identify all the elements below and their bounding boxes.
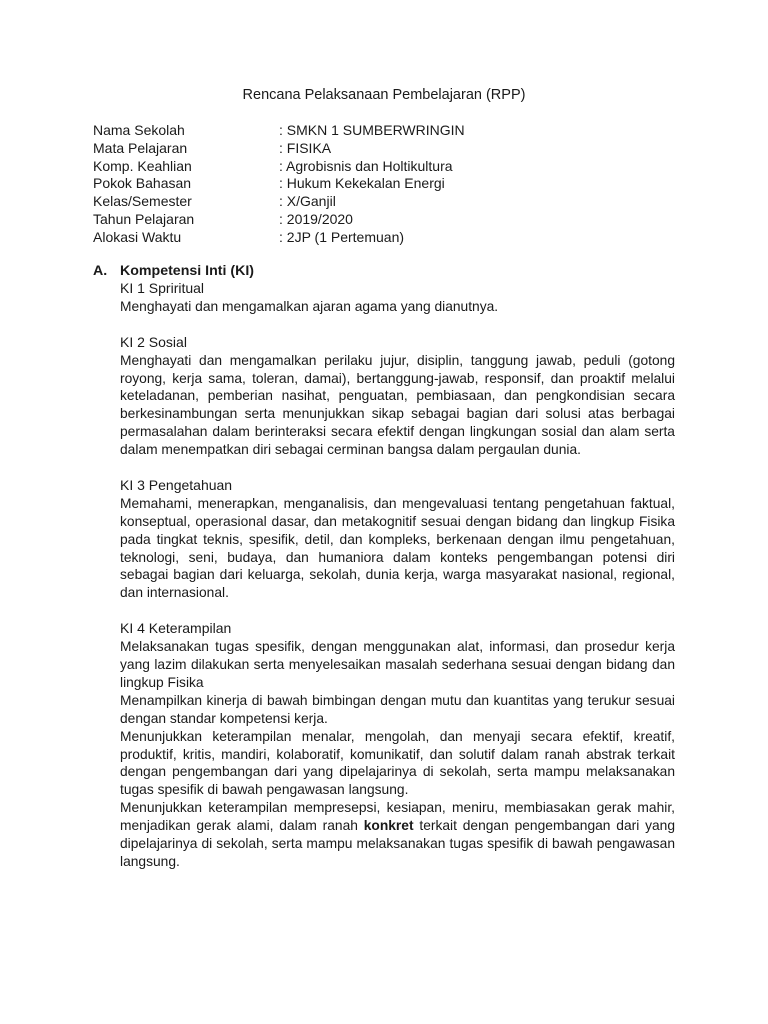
- identity-value: : Hukum Kekekalan Energi: [279, 175, 445, 192]
- spacer: [120, 459, 675, 477]
- spacer: [120, 316, 675, 334]
- section-core-competence: [93, 262, 675, 871]
- section-body: [120, 280, 675, 871]
- section-heading: [93, 262, 675, 280]
- identity-value: : 2019/2020: [279, 210, 353, 227]
- ki4-bold-word: konkret: [363, 818, 414, 834]
- identity-row-expertise: [93, 158, 693, 176]
- identity-value: : SMKN 1 SUMBERWRINGIN: [279, 122, 465, 138]
- section-title: Kompetensi Inti (KI): [120, 263, 254, 279]
- identity-row-subject: [93, 140, 693, 158]
- ki2-text: Menghayati dan mengamalkan perilaku jujur, disiplin, tanggung jawab, peduli (gotong royong, kerja sama, toleran, damai), bertanggung-jawab, responsif, dan proaktif melalui keteladanan, pemberian nasihat, penguatan, pembiasaan, dan pengkondisian secara berkesinambungan serta menunjukkan sikap sebagai bagian dari solusi atas berbagai permasalahan dalam berinteraksi secara efektif dengan lingkungan sosial dan alam serta dalam menempatkan diri sebagai cerminan bangsa dalam pergaulan dunia.: [120, 352, 675, 458]
- ki1-text: Menghayati dan mengamalkan ajaran agama yang dianutnya.: [120, 298, 499, 314]
- identity-value: : Agrobisnis dan Holtikultura: [279, 157, 453, 174]
- ki4-paragraph-3: Menunjukkan keterampilan menalar, mengolah, dan menyaji secara efektif, kreatif, produktif, kritis, mandiri, kolaboratif, komunikatif, dan solutif dalam ranah abstrak terkait dengan pengembangan dari yang dipelajarinya di sekolah, serta mampu melaksanakan tugas spesifik di bawah pengawasan langsung.: [120, 728, 675, 798]
- identity-row-class: [93, 193, 693, 211]
- document-title: Rencana Pelaksanaan Pembelajaran (RPP): [242, 87, 526, 103]
- ki4-paragraph-4-end: terkait dengan pengembangan dari yang dipelajarinya di sekolah, serta mampu melaksanakan tugas spesifik di bawah pengawasan langsung.: [120, 818, 675, 869]
- identity-label: Mata Pelajaran: [93, 139, 188, 156]
- identity-row-topic: [93, 175, 693, 193]
- ki1-title: KI 1 Spriritual: [120, 280, 205, 296]
- section-letter: A.: [93, 263, 108, 279]
- identity-label: Kelas/Semester: [93, 193, 192, 210]
- identity-label: Tahun Pelajaran: [93, 210, 195, 227]
- identity-table: [93, 122, 693, 247]
- identity-label: Alokasi Waktu: [93, 228, 182, 245]
- identity-value: : 2JP (1 Pertemuan): [279, 228, 405, 245]
- ki4-paragraph-4: [120, 799, 675, 871]
- identity-row-school: [93, 122, 693, 140]
- ki4-paragraph-1: Melaksanakan tugas spesifik, dengan menggunakan alat, informasi, dan prosedur kerja yang lazim dilakukan serta menyelesaikan masalah sederhana sesuai dengan bidang dan lingkup Fisika: [120, 639, 675, 690]
- identity-value: : FISIKA: [279, 139, 332, 156]
- ki4-paragraph-4-start: Menunjukkan keterampilan mempresepsi, kesiapan, meniru, membiasakan gerak mahir, menjadikan gerak alami, dalam ranah: [120, 800, 675, 834]
- ki3-text: Memahami, menerapkan, menganalisis, dan mengevaluasi tentang pengetahuan faktual, konseptual, operasional dasar, dan metakognitif sesuai dengan bidang dan lingkup Fisika pada tingkat teknis, spesifik, detil, dan kompleks, berkenaan dengan ilmu pengetahuan, teknologi, seni, budaya, dan humaniora dalam konteks pengembangan potensi diri sebagai bagian dari keluarga, sekolah, dunia kerja, warga masyarakat nasional, regional, dan internasional.: [120, 495, 675, 601]
- ki4-paragraph-2: Menampilkan kinerja di bawah bimbingan dengan mutu dan kuantitas yang terukur sesuai dengan standar kompetensi kerja.: [120, 692, 675, 726]
- spacer: [120, 602, 675, 620]
- identity-row-time: [93, 229, 693, 247]
- ki2-title: KI 2 Sosial: [120, 333, 187, 350]
- ki3-title: KI 3 Pengetahuan: [120, 476, 233, 493]
- identity-label: Komp. Keahlian: [93, 157, 192, 174]
- identity-row-year: [93, 211, 693, 229]
- identity-label: Pokok Bahasan: [93, 175, 192, 192]
- ki4-title: KI 4 Keterampilan: [120, 620, 232, 637]
- identity-value: : X/Ganjil: [279, 193, 336, 210]
- identity-label: Nama Sekolah: [93, 122, 185, 138]
